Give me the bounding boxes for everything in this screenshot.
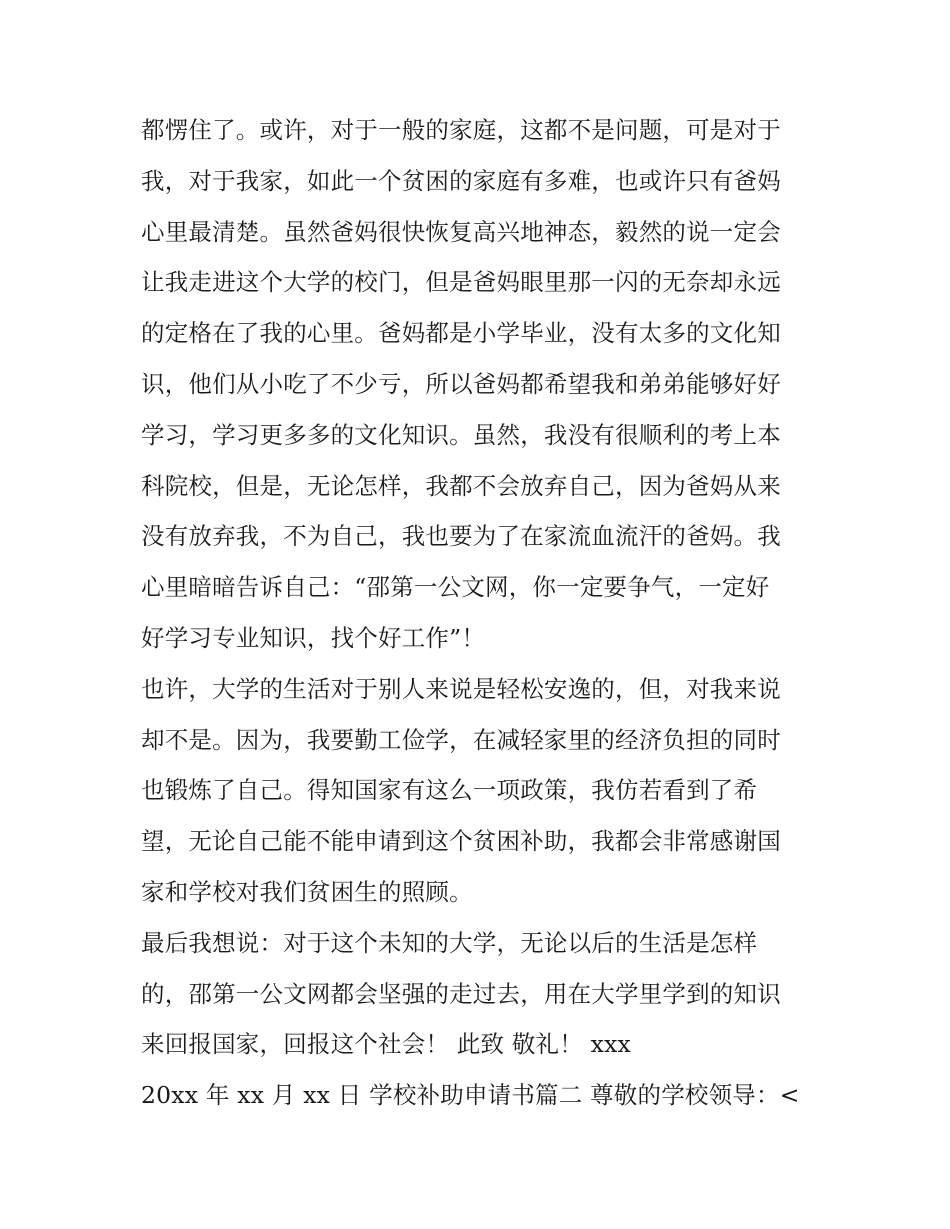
text-line: 望，无论自己能不能申请到这个贫困补助，我都会非常感谢国: [141, 827, 781, 856]
text-line: 也许，大学的生活对于别人来说是轻松安逸的，但，对我来说: [141, 674, 781, 703]
text-line: 都愣住了。或许，对于一般的家庭，这都不是问题，可是对于: [141, 116, 781, 144]
text-line: 也锻炼了自己。得知国家有这么一项政策，我仿若看到了希: [141, 776, 758, 805]
text-line: 没有放弃我，不为自己，我也要为了在家流血流汗的爸妈。我: [141, 522, 781, 551]
text-line: 家和学校对我们贫困生的照顾。: [141, 877, 473, 906]
text-line: 科院校，但是，无论怎样，我都不会放弃自己，因为爸妈从来: [141, 471, 781, 500]
text-line: 的，邵第一公文网都会坚强的走过去，用在大学里学到的知识: [141, 979, 781, 1008]
text-line: 来回报国家，回报这个社会！ 此致 敬礼！ xxx: [141, 1030, 631, 1059]
text-line: 我，对于我家，如此一个贫困的家庭有多难，也或许只有爸妈: [141, 166, 781, 195]
text-line: 识，他们从小吃了不少亏，所以爸妈都希望我和弟弟能够好好: [141, 369, 781, 398]
text-line: 让我走进这个大学的校门，但是爸妈眼里那一闪的无奈却永远: [141, 268, 781, 297]
text-line: 学习，学习更多多的文化知识。虽然，我没有很顺利的考上本: [141, 420, 781, 449]
text-line: 20xx 年 xx 月 xx 日 学校补助申请书篇二 尊敬的学校领导：<: [141, 1081, 800, 1110]
text-line: 最后我想说：对于这个未知的大学，无论以后的生活是怎样: [141, 928, 758, 957]
text-line: 却不是。因为，我要勤工俭学，在减轻家里的经济负担的同时: [141, 725, 781, 754]
text-line: 好学习专业知识，找个好工作”！: [141, 623, 486, 652]
text-line: 心里暗暗告诉自己：“邵第一公文网，你一定要争气，一定好: [141, 573, 770, 602]
text-line: 心里最清楚。虽然爸妈很快恢复高兴地神态，毅然的说一定会: [141, 217, 781, 246]
text-line: 的定格在了我的心里。爸妈都是小学毕业，没有太多的文化知: [141, 319, 781, 348]
document-body: [141, 105, 821, 1121]
